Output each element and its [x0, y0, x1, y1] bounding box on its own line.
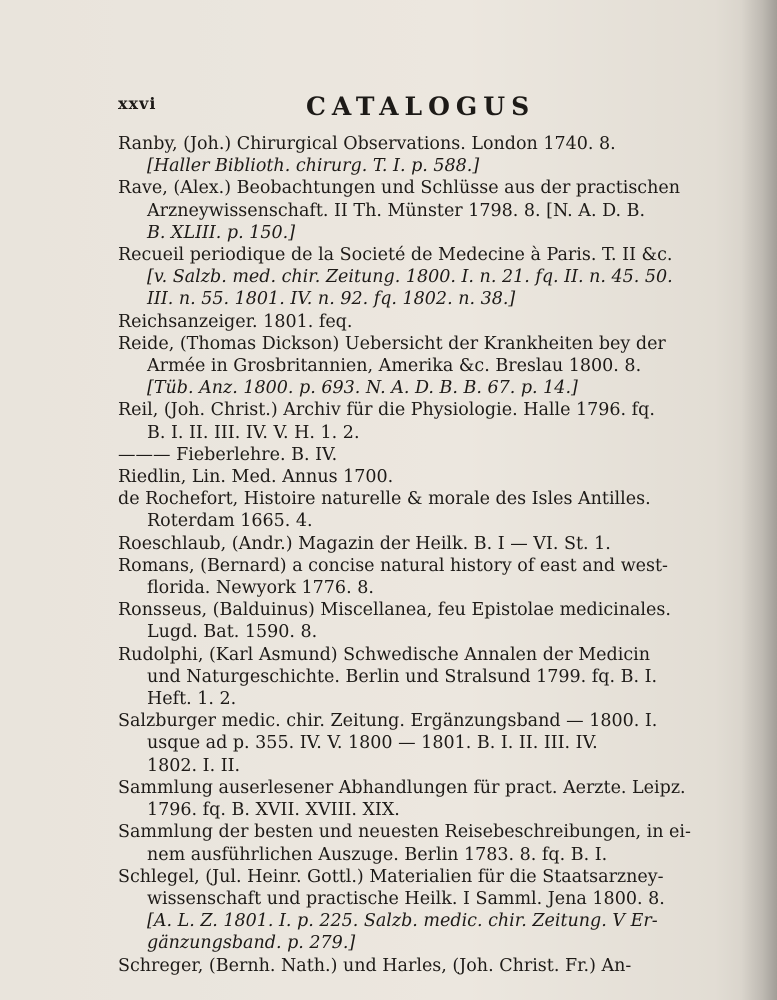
catalogue-entry: [118, 444, 758, 466]
catalogue-entries: [118, 133, 758, 977]
entry-line: B. I. II. III. IV. V. H. 1. 2.: [147, 422, 360, 443]
running-title: CATALOGUS: [306, 92, 536, 121]
entry-line: Riedlin, Lin. Med. Annus 1700.: [118, 467, 394, 488]
catalogue-entry: [118, 133, 758, 177]
entry-line: florida. Newyork 1776. 8.: [147, 578, 374, 599]
entry-line: de Rochefort, Histoire naturelle & morale des Isles Antilles.: [118, 489, 651, 510]
entry-line: Roterdam 1665. 4.: [147, 511, 313, 532]
entry-line: Heft. 1. 2.: [147, 689, 237, 710]
entry-line: Rudolphi, (Karl Asmund) Schwedische Annalen der Medicin: [118, 644, 650, 665]
entry-line: Sammlung der besten und neuesten Reisebeschreibungen, in ei-: [118, 822, 691, 843]
entry-line: ——— Fieberlehre. B. IV.: [118, 444, 338, 465]
catalogue-entry: [118, 488, 758, 532]
catalogue-entry: [118, 399, 758, 443]
catalogue-entry: [118, 821, 758, 865]
entry-line: 1796. fq. B. XVII. XVIII. XIX.: [147, 800, 400, 821]
entry-line: Romans, (Bernard) a concise natural history of east and west-: [118, 555, 668, 576]
entry-line: 1802. I. II.: [147, 755, 241, 776]
entry-line: Sammlung auserlesener Abhandlungen für pract. Aerzte. Leipz.: [118, 777, 686, 798]
entry-line: Recueil periodique de la Societé de Medecine à Paris. T. II &c.: [118, 245, 673, 266]
entry-reference-line: [A. L. Z. 1801. I. p. 225. Salzb. medic. chir. Zeitung. V Er-: [147, 911, 658, 932]
catalogue-entry: [118, 333, 758, 400]
entry-line: Reide, (Thomas Dickson) Uebersicht der Krankheiten bey der: [118, 333, 666, 354]
entry-reference-line: [Tüb. Anz. 1800. p. 693. N. A. D. B. B. 67. p. 14.]: [147, 378, 578, 399]
entry-line: Schreger, (Bernh. Nath.) und Harles, (Joh. Christ. Fr.) An-: [118, 955, 632, 976]
catalogue-entry: [118, 955, 758, 977]
entry-reference-line: III. n. 55. 1801. IV. n. 92. fq. 1802. n. 38.]: [147, 289, 516, 310]
entry-reference-line: [v. Salzb. med. chir. Zeitung. 1800. I. n. 21. fq. II. n. 45. 50.: [147, 267, 673, 288]
entry-line: wissenschaft und practische Heilk. I Samml. Jena 1800. 8.: [147, 888, 665, 909]
catalogue-entry: [118, 533, 758, 555]
page-number: xxvi: [118, 94, 157, 113]
entry-line: usque ad p. 355. IV. V. 1800 — 1801. B. I. II. III. IV.: [147, 733, 598, 754]
catalogue-entry: [118, 555, 758, 599]
catalogue-entry: [118, 466, 758, 488]
entry-line: Rave, (Alex.) Beobachtungen und Schlüsse aus der practischen: [118, 178, 681, 199]
page-header: [118, 92, 638, 122]
entry-line: Salzburger medic. chir. Zeitung. Ergänzungsband — 1800. I.: [118, 711, 658, 732]
entry-line: Ranby, (Joh.) Chirurgical Observations. London 1740. 8.: [118, 134, 616, 154]
entry-line: nem ausführlichen Auszuge. Berlin 1783. 8. fq. B. I.: [147, 844, 608, 865]
catalogue-entry: [118, 177, 758, 244]
catalogue-entry: [118, 644, 758, 711]
entry-line: Arzneywissenschaft. II Th. Münster 1798. 8. [N. A. D. B.: [147, 200, 646, 221]
entry-line: Armée in Grosbritannien, Amerika &c. Breslau 1800. 8.: [147, 356, 642, 377]
entry-line: Reichsanzeiger. 1801. feq.: [118, 311, 353, 332]
catalogue-entry: [118, 777, 758, 821]
catalogue-entry: [118, 244, 758, 311]
catalogue-entry: [118, 311, 758, 333]
entry-line: Ronsseus, (Balduinus) Miscellanea, feu Epistolae medicinales.: [118, 600, 671, 621]
entry-line: Schlegel, (Jul. Heinr. Gottl.) Materialien für die Staatsarzney-: [118, 866, 664, 887]
catalogue-entry: [118, 710, 758, 777]
entry-line: und Naturgeschichte. Berlin und Stralsund 1799. fq. B. I.: [147, 666, 658, 687]
entry-line: Lugd. Bat. 1590. 8.: [147, 622, 318, 643]
catalogue-entry: [118, 599, 758, 643]
entry-reference-line: [Haller Biblioth. chirurg. T. I. p. 588.]: [147, 156, 480, 177]
entry-line: Roeschlaub, (Andr.) Magazin der Heilk. B. I — VI. St. 1.: [118, 533, 611, 554]
catalogue-entry: [118, 866, 758, 955]
entry-reference-line: gänzungsband. p. 279.]: [147, 933, 356, 954]
entry-line: Reil, (Joh. Christ.) Archiv für die Physiologie. Halle 1796. fq.: [118, 400, 655, 421]
entry-reference-line: B. XLIII. p. 150.]: [147, 222, 296, 243]
